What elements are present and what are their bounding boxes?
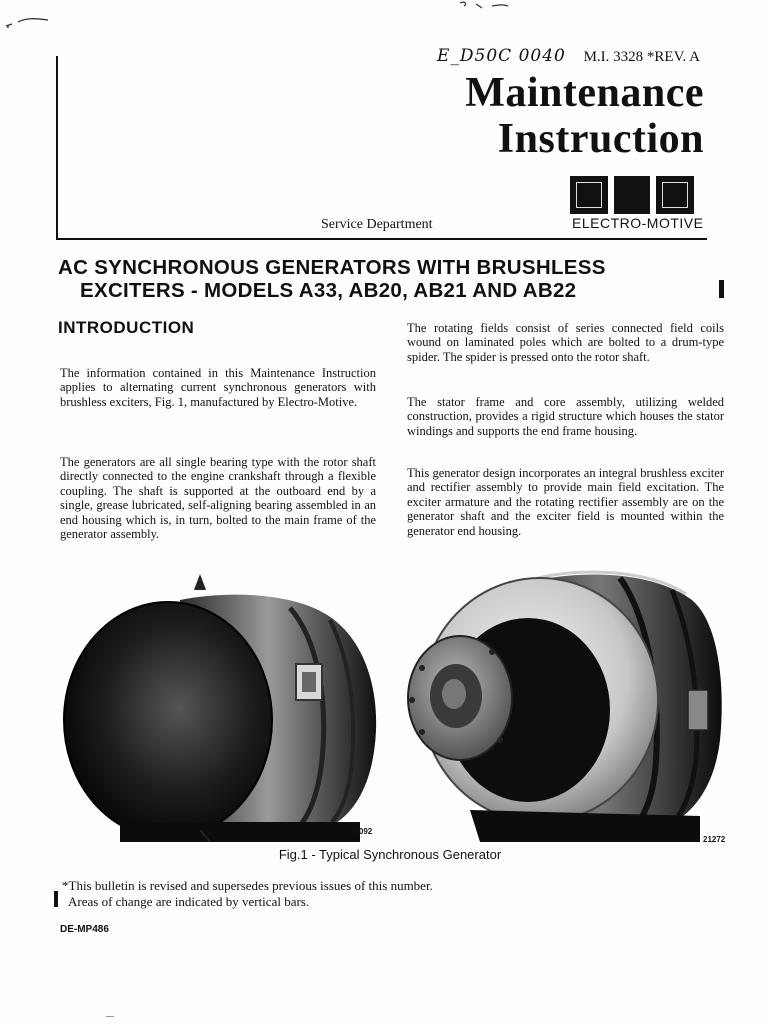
paragraph: The information contained in this Maintenance Instruction applies to alternating current synchronous generators with brushless exciters, Fig. 1, manufactured by Electro-Motive.	[60, 366, 376, 409]
footnote	[62, 878, 433, 910]
handwritten-code: E_D50C 0040	[436, 46, 566, 66]
change-bar-legend	[54, 891, 58, 907]
generator-photos	[60, 560, 725, 842]
heading-line-2: EXCITERS - MODELS A33, AB20, AB21 AND AB22	[80, 279, 577, 302]
paragraph: The generators are all single bearing type with the rotor shaft directly connected to the engine crankshaft through a flexible coupling. The shaft is supported at the outboard end by a single, grease lubricated, self-aligning bearing assembled in an end housing which is, in turn, bolted to the main frame of the generator assembly.	[60, 455, 376, 542]
paragraph: The stator frame and core assembly, utilizing welded construction, provides a rigid structure which houses the stator windings and supports the end frame housing.	[407, 395, 724, 438]
title-line-1: Maintenance	[465, 70, 704, 116]
generator-left	[64, 574, 376, 842]
gm-logo-icon	[656, 176, 694, 214]
heading-line-1: AC SYNCHRONOUS GENERATORS WITH BRUSHLESS	[58, 256, 606, 279]
change-bar	[719, 280, 724, 298]
generator-figure	[60, 560, 725, 842]
title-line-2: Instruction	[497, 116, 704, 162]
paragraph: This generator design incorporates an integral brushless exciter and rectifier assembly to provide main field excitation. The exciter armature and the rotating rectifier assembly are on the generator shaft and the exciter field is mounted within the generator end housing.	[407, 466, 724, 538]
emd-logo	[570, 176, 704, 214]
scan-mark	[4, 8, 56, 30]
scan-mark-bottom	[106, 1016, 114, 1017]
department-label: Service Department	[321, 217, 433, 232]
photo-id-right: 21272	[703, 835, 726, 844]
figure-caption: Fig.1 - Typical Synchronous Generator	[278, 847, 502, 862]
introduction-heading: INTRODUCTION	[58, 318, 195, 337]
mi-number: M.I. 3328 *REV. A	[583, 49, 700, 65]
main-heading	[58, 256, 738, 302]
photo-id-left: 29092	[350, 827, 373, 836]
scan-mark-top	[452, 0, 512, 14]
document-number: DE-MP486	[60, 924, 109, 935]
document-code	[437, 46, 700, 66]
paragraph: The rotating fields consist of series connected field coils wound on laminated poles which are bolted to a drum-type spider. The spider is pressed onto the rotor shaft.	[407, 321, 724, 364]
logo-caption: ELECTRO-MOTIVE	[572, 215, 704, 231]
footnote-line-1: *This bulletin is revised and supersedes previous issues of this number.	[62, 878, 433, 893]
emd-logo-center-icon	[614, 176, 650, 214]
generator-right	[408, 572, 722, 842]
emd-logo-left-icon	[570, 176, 608, 214]
footnote-line-2: Areas of change are indicated by vertical bars.	[68, 894, 310, 909]
